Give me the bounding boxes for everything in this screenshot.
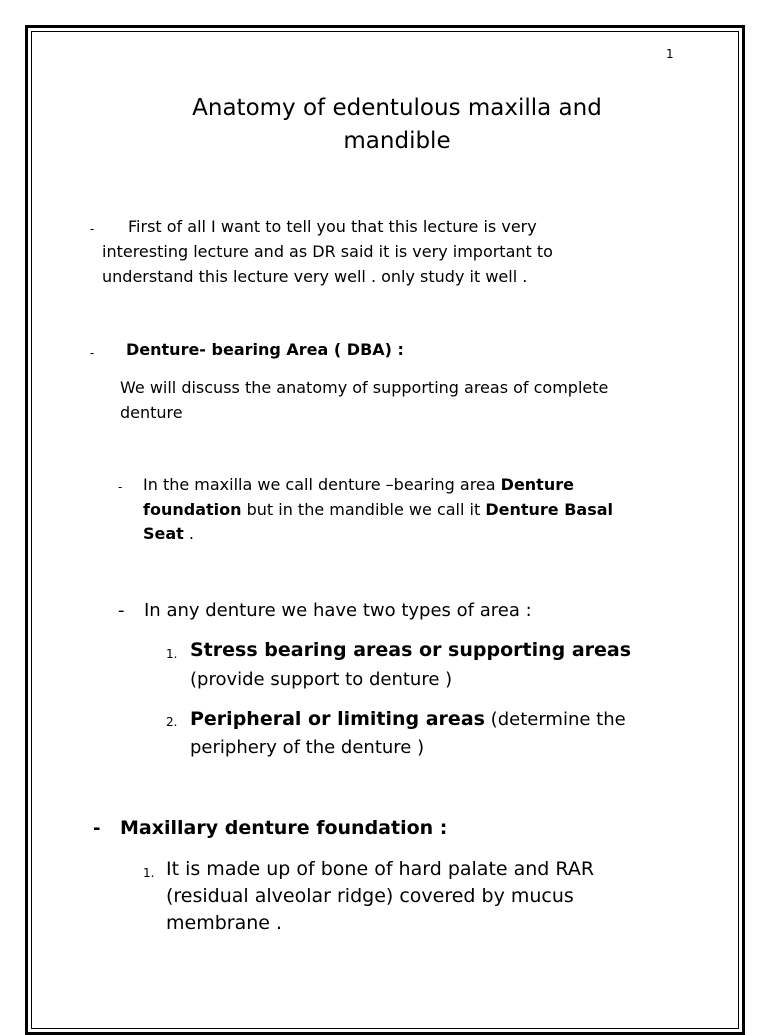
maxillary-item-1-line-1: It is made up of bone of hard palate and RAR xyxy=(166,858,595,880)
maxilla-note-term-basal: Denture Basal xyxy=(485,500,613,519)
maxilla-note-term-foundation: foundation xyxy=(143,500,242,519)
maxillary-bullet: - xyxy=(93,818,101,839)
types-item-2-line-1 xyxy=(190,708,626,730)
types-item-2-number: 2. xyxy=(166,715,178,729)
maxilla-note-line-2 xyxy=(143,498,613,523)
maxilla-note-line-3 xyxy=(143,522,194,547)
dba-bullet: - xyxy=(90,346,95,360)
dba-heading: Denture- bearing Area ( DBA) : xyxy=(126,340,404,359)
dba-description-line-1: We will discuss the anatomy of supporting areas of complete xyxy=(120,378,609,397)
page-number: 1 xyxy=(666,47,674,61)
intro-line-2: interesting lecture and as DR said it is very important to xyxy=(102,242,553,261)
maxillary-heading: Maxillary denture foundation : xyxy=(120,817,448,839)
types-item-1-number: 1. xyxy=(166,647,178,661)
types-item-2-line-2: periphery of the denture ) xyxy=(190,737,425,758)
maxilla-note-term-denture: Denture xyxy=(500,475,574,494)
types-bullet: - xyxy=(118,600,125,621)
maxillary-item-1-line-3: membrane . xyxy=(166,912,283,934)
intro-line-1: First of all I want to tell you that this lecture is very xyxy=(128,217,537,236)
types-intro: In any denture we have two types of area : xyxy=(144,600,532,621)
maxilla-note-text-3: . xyxy=(183,524,194,543)
types-item-2-description: (determine the xyxy=(484,709,626,730)
maxillary-item-1-line-2: (residual alveolar ridge) covered by mucus xyxy=(166,885,574,907)
types-item-1-heading: Stress bearing areas or supporting areas xyxy=(190,639,632,661)
intro-line-3: understand this lecture very well . only study it well . xyxy=(102,267,528,286)
maxillary-item-1-number: 1. xyxy=(143,866,155,880)
maxilla-note-text-2: but in the mandible we call it xyxy=(241,500,486,519)
maxilla-note-term-seat: Seat xyxy=(143,524,184,543)
types-item-2-heading: Peripheral or limiting areas xyxy=(190,708,485,730)
intro-bullet: - xyxy=(90,222,95,236)
maxilla-note-bullet: - xyxy=(118,480,123,494)
page-title: Anatomy of edentulous maxilla and mandible xyxy=(192,95,602,154)
maxilla-note-line-1 xyxy=(143,473,574,498)
types-item-1-description: (provide support to denture ) xyxy=(190,669,453,690)
dba-description-line-2: denture xyxy=(120,403,183,422)
maxilla-note-text-1: In the maxilla we call denture –bearing area xyxy=(143,475,501,494)
